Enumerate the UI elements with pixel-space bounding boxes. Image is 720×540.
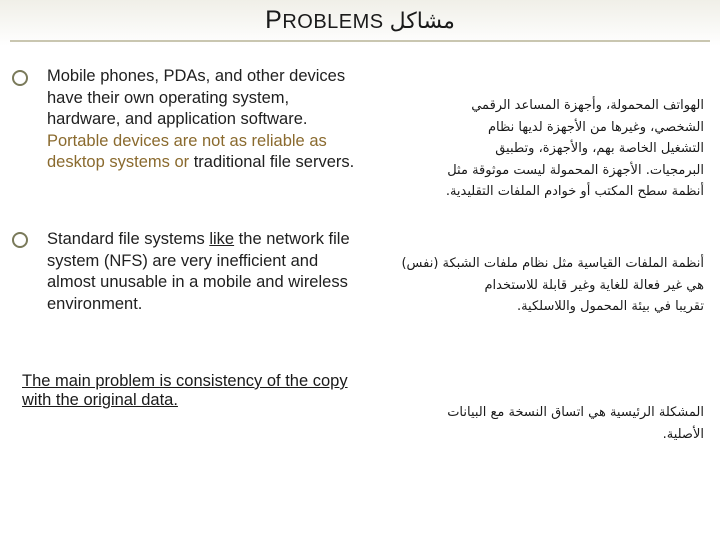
- title-arabic: مشاكل: [389, 9, 455, 34]
- bullet-2-english: [47, 229, 357, 315]
- arabic-line: الأصلية.: [662, 426, 704, 442]
- bullet-icon: [12, 70, 28, 86]
- title-initial: P: [265, 6, 283, 34]
- bullet-icon: [12, 232, 28, 248]
- arabic-line: أنظمة سطح المكتب أو خوادم الملفات التقليدية.: [445, 184, 704, 199]
- bullet-1-arabic: [374, 95, 704, 203]
- bullet-1-text-c: traditional file servers.: [189, 153, 355, 171]
- arabic-line: التشغيل الخاصة بهم، والأجهزة، وتطبيق: [495, 141, 704, 156]
- arabic-line: هي غير فعالة للغاية وغير قابلة للاستخدام: [484, 277, 704, 293]
- arabic-line: أنظمة الملفات القياسية مثل نظام ملفات الشبكة (نفس): [401, 256, 704, 271]
- bullet-2-arabic: [374, 253, 704, 318]
- arabic-line: البرمجيات. الأجهزة المحمولة ليست موثوقة مثل: [447, 162, 704, 178]
- arabic-line: الهواتف المحمولة، وأجهزة المساعد الرقمي: [471, 98, 704, 113]
- arabic-line: المشكلة الرئيسية هي اتساق النسخة مع البيانات: [447, 405, 704, 420]
- main-problem-english: The main problem is consistency of the copy with the original data.: [22, 372, 348, 409]
- title-english: [265, 7, 384, 34]
- bullet-2-text-underlined: like: [209, 230, 235, 248]
- bullet-1-text-a: Mobile phones, PDAs, and other devices have their own operating system, hardware, and application software.: [47, 67, 346, 128]
- slide-title: [0, 6, 720, 35]
- bullet-2-text-c: the network file system (NFS) are very inefficient and almost unusable in a mobile and wireless environment.: [47, 230, 350, 313]
- bullet-2-text-a: Standard file systems: [47, 230, 210, 248]
- main-problem-arabic: [374, 402, 704, 445]
- title-rest: ROBLEMS: [282, 11, 384, 33]
- bullet-1-text-accent: Portable devices are not as reliable as desktop systems or: [47, 131, 327, 171]
- bullet-1-english: [47, 66, 357, 174]
- arabic-line: تقريبا في بيئة المحمول واللاسلكية.: [516, 299, 704, 314]
- title-divider: [10, 40, 710, 42]
- arabic-line: الشخصي، وغيرها من الأجهزة لديها نظام: [487, 119, 704, 135]
